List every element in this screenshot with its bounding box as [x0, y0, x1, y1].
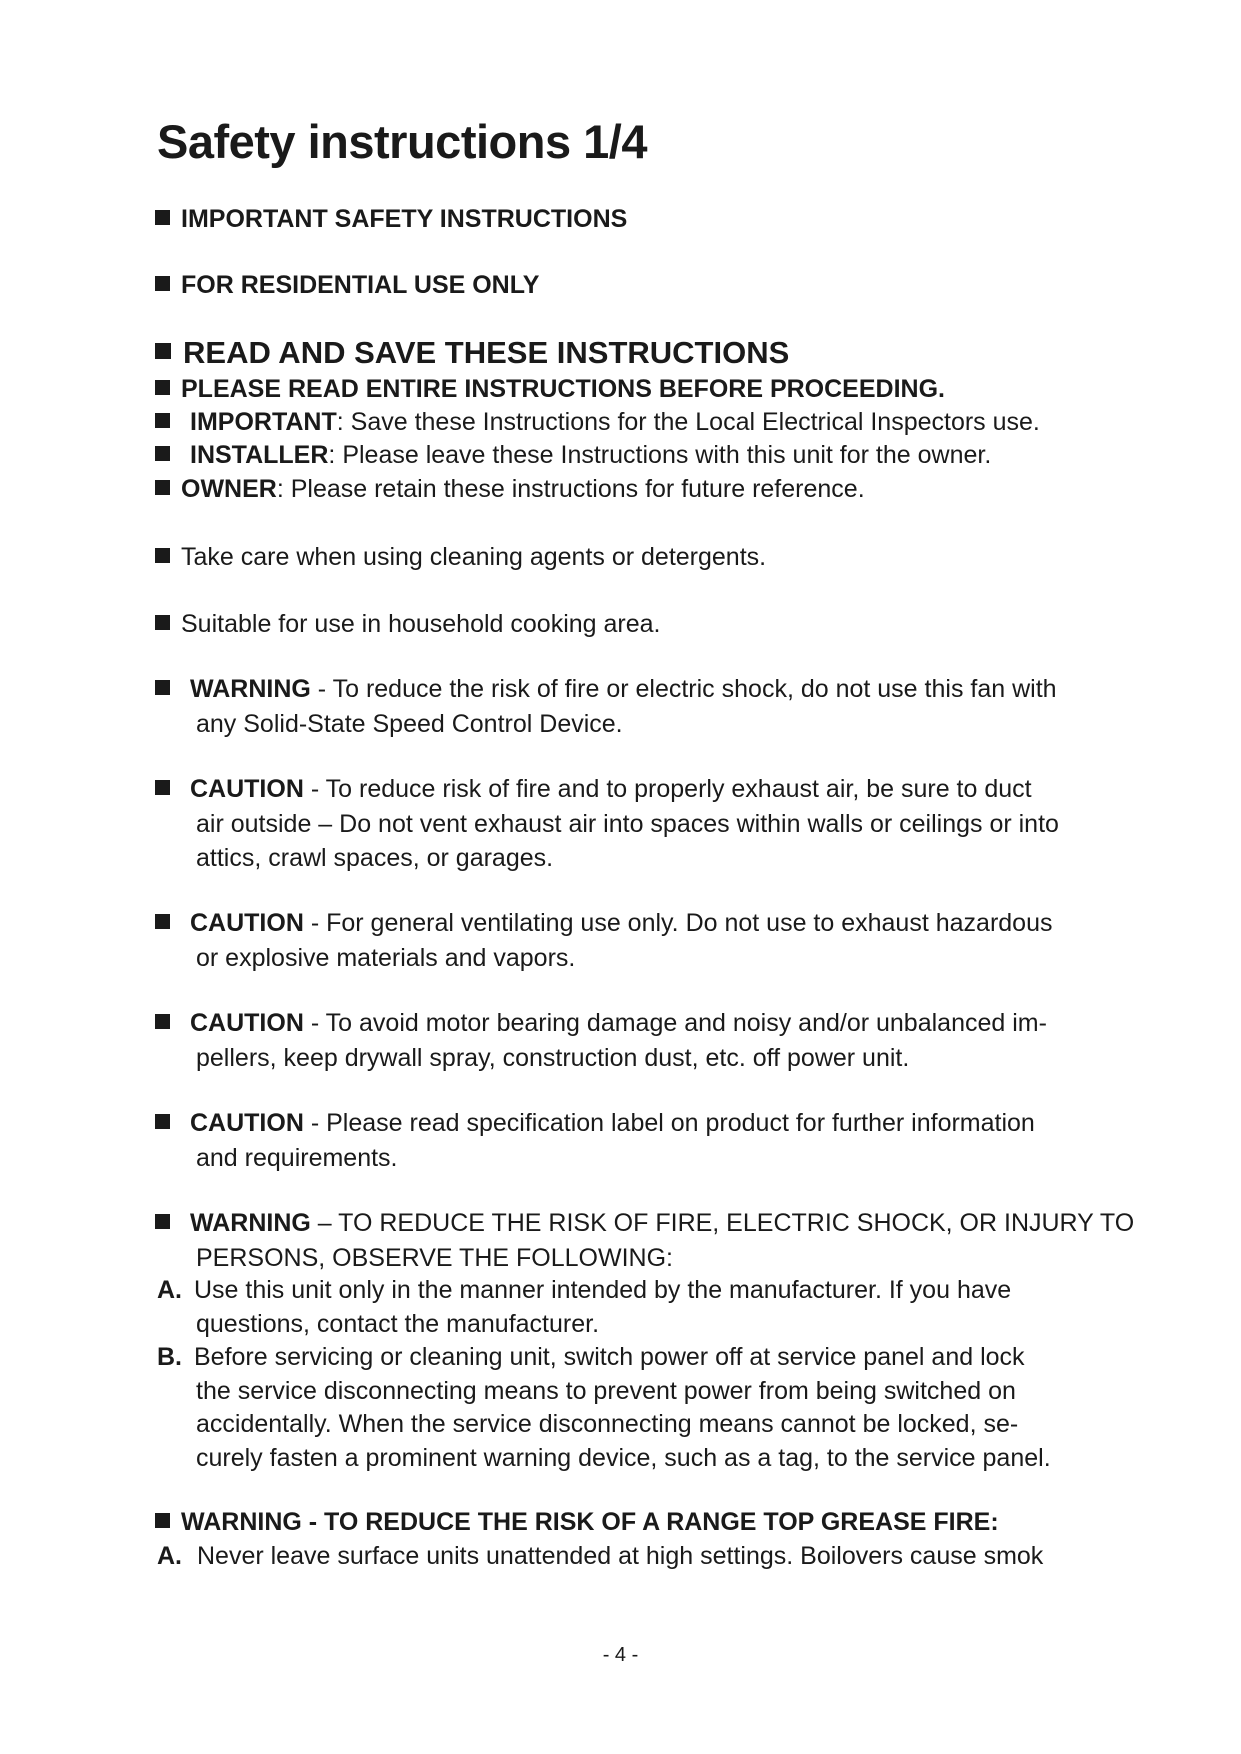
- square-bullet-icon: [155, 343, 171, 359]
- note-suitable: Suitable for use in household cooking area.: [155, 607, 661, 641]
- note-owner: OWNER: Please retain these instructions for future reference.: [155, 472, 865, 506]
- header-read-save: READ AND SAVE THESE INSTRUCTIONS: [155, 336, 789, 370]
- warning-injury-item-b-cont: the service disconnecting means to prevent power from being switched on: [196, 1377, 1016, 1405]
- square-bullet-icon: [155, 780, 170, 795]
- square-bullet-icon: [155, 914, 170, 929]
- square-bullet-icon: [155, 276, 170, 291]
- square-bullet-icon: [155, 210, 170, 225]
- square-bullet-icon: [155, 548, 170, 563]
- square-bullet-icon: [155, 1214, 170, 1229]
- square-bullet-icon: [155, 1114, 170, 1129]
- warning-grease-fire: WARNING - TO REDUCE THE RISK OF A RANGE TOP GREASE FIRE:: [155, 1505, 999, 1539]
- square-bullet-icon: [155, 1513, 170, 1528]
- caution-duct-cont: air outside – Do not vent exhaust air into spaces within walls or ceilings or into: [196, 810, 1059, 838]
- warning-injury-item-a-cont: questions, contact the manufacturer.: [196, 1310, 600, 1338]
- square-bullet-icon: [155, 1014, 170, 1029]
- header-important-safety: IMPORTANT SAFETY INSTRUCTIONS: [155, 202, 627, 236]
- header-residential: FOR RESIDENTIAL USE ONLY: [155, 268, 539, 302]
- note-cleaning: Take care when using cleaning agents or detergents.: [155, 540, 766, 574]
- note-installer: INSTALLER: Please leave these Instructions with this unit for the owner.: [155, 438, 991, 472]
- caution-ventilating-cont: or explosive materials and vapors.: [196, 944, 576, 972]
- square-bullet-icon: [155, 615, 170, 630]
- warning-injury-item-b: B. Before servicing or cleaning unit, switch power off at service panel and lock: [157, 1343, 1025, 1371]
- square-bullet-icon: [155, 480, 170, 495]
- caution-motor-bearing: CAUTION - To avoid motor bearing damage and noisy and/or unbalanced im-: [155, 1006, 1047, 1040]
- square-bullet-icon: [155, 680, 170, 695]
- warning-injury-cont: PERSONS, OBSERVE THE FOLLOWING:: [196, 1244, 673, 1272]
- note-important: IMPORTANT: Save these Instructions for the Local Electrical Inspectors use.: [155, 405, 1040, 439]
- caution-duct-cont: attics, crawl spaces, or garages.: [196, 844, 554, 872]
- warning-solid-state-cont: any Solid-State Speed Control Device.: [196, 710, 623, 738]
- page-number: - 4 -: [602, 1644, 639, 1666]
- caution-specification: CAUTION - Please read specification label on product for further information: [155, 1106, 1035, 1140]
- warning-injury-item-b-cont: curely fasten a prominent warning device, such as a tag, to the service panel.: [196, 1444, 1051, 1472]
- square-bullet-icon: [155, 380, 170, 395]
- square-bullet-icon: [155, 413, 170, 428]
- warning-grease-fire-item-a: A. Never leave surface units unattended at high settings. Boilovers cause smok: [157, 1542, 1044, 1570]
- page-title: Safety instructions 1/4: [157, 115, 647, 168]
- warning-injury-item-b-cont: accidentally. When the service disconnecting means cannot be locked, se-: [196, 1410, 1019, 1438]
- warning-injury-item-a: A. Use this unit only in the manner intended by the manufacturer. If you have: [157, 1276, 1012, 1304]
- header-please-read: PLEASE READ ENTIRE INSTRUCTIONS BEFORE PROCEEDING.: [155, 372, 945, 406]
- caution-duct: CAUTION - To reduce risk of fire and to properly exhaust air, be sure to duct: [155, 772, 1032, 806]
- warning-solid-state: WARNING - To reduce the risk of fire or electric shock, do not use this fan with: [155, 672, 1057, 706]
- caution-ventilating: CAUTION - For general ventilating use only. Do not use to exhaust hazardous: [155, 906, 1052, 940]
- caution-specification-cont: and requirements.: [196, 1144, 398, 1172]
- caution-motor-bearing-cont: pellers, keep drywall spray, construction dust, etc. off power unit.: [196, 1044, 910, 1072]
- square-bullet-icon: [155, 446, 170, 461]
- warning-injury: WARNING – TO REDUCE THE RISK OF FIRE, ELECTRIC SHOCK, OR INJURY TO: [155, 1206, 1134, 1240]
